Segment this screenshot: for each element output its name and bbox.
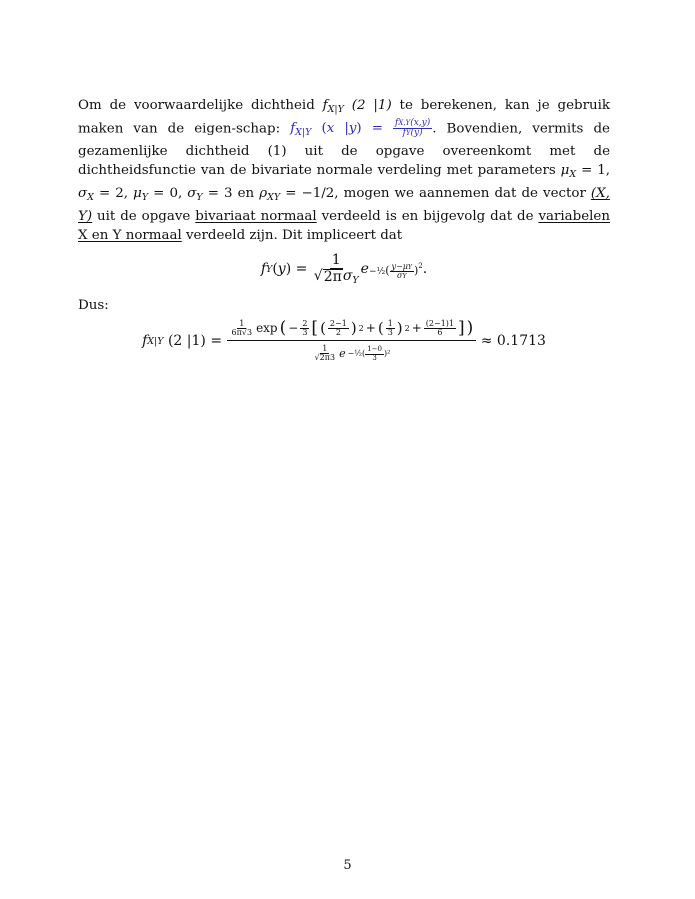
text-run: , mogen we aannemen dat de vector [334,186,591,202]
math-vector: (X, Y) [78,186,610,225]
math-property-formula: $f_{X|Y}$ (x |y) = $\frac{fX,Y(x,y)}{fY(y)}$ [290,118,431,139]
intro-paragraph [78,96,610,245]
text-run: te berekenen, kan je gebruik maken van de eigen-schap: [78,98,610,137]
text-run: . Bovendien, vermits de gezamenlijke dichtheid (1) uit de opgave overeenkomt met de dichtheidsfunctie van de bivariate normale verdeling met parameters [78,121,610,179]
text-run: Om de voorwaardelijke dichtheid [78,98,323,113]
dus-label: Dus: [78,298,109,314]
equation-marginal-density: f Y ( y ) = 1 √ 2π $\sigma_Y$ e −½( $\frac{y-\mu Y}{\sigma Y}$ )$^2$ . [260,252,428,287]
equation-result: f X|Y (2 |1) = $\frac{1}{6\pi√3}$ exp ( − $\frac{2}{3}$ [ ( $\frac{2-1}{2}$ ) 2 + ( $\frac{1}{3}$ ) 2 + $\frac{(2-1)1}{6}$ ] ) $\frac{1}{√2\pi 3}$ e −½( $\frac{1-0}{3}$ )² ≈ 0.1713 [142,318,546,363]
text-run: uit de opgave [92,209,196,225]
math-parameters: $\mu_X = 1$, $\sigma_X = 2$, $\mu_Y = 0$, $\sigma_Y = 3$ en $\rho_{XY} = -1/2$ [78,163,610,204]
result-value: ≈ 0.1713 [480,332,546,349]
document-body [78,96,610,363]
underlined-term: bivariaat normaal [195,209,317,225]
text-run: verdeeld zijn. Dit impliceert dat [181,228,403,244]
text-run: verdeeld is en bijgevolg dat de [316,209,539,225]
math-conditional-density: $f_{X|Y}$ (2 |1) [322,98,392,115]
page-number: 5 [343,858,352,873]
underlined-term: variabelen X en Y normaal [78,209,610,244]
